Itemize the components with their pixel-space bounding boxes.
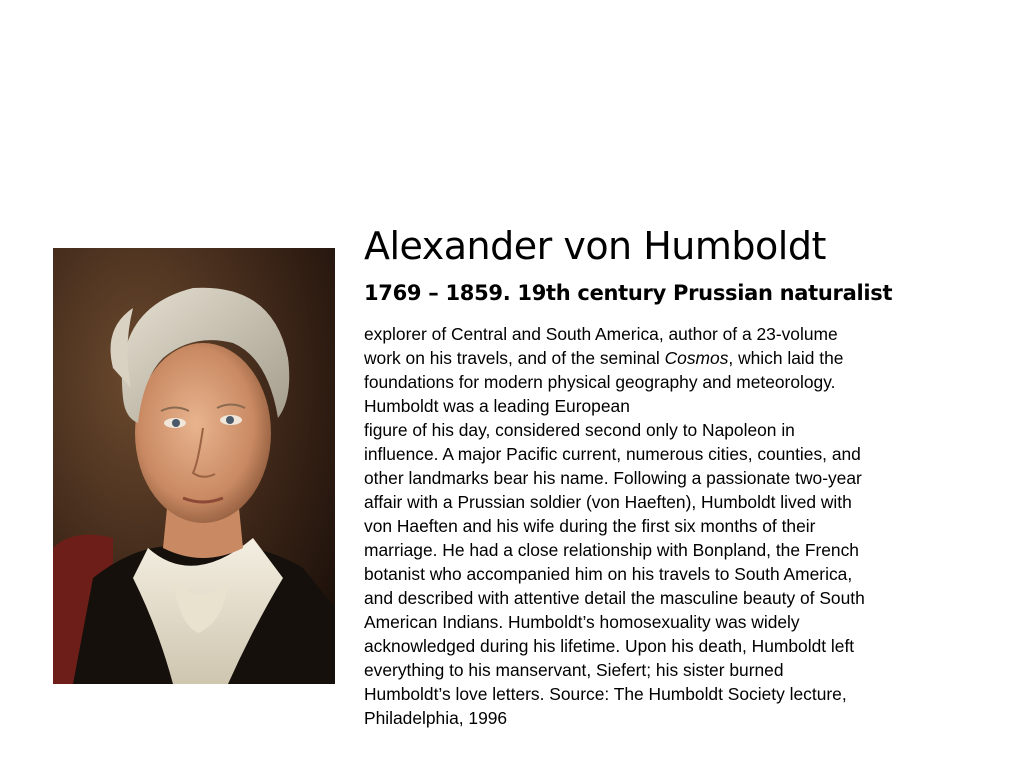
body-line: everything to his manservant, Siefert; his sister burned xyxy=(364,660,784,680)
body-line: foundations for modern physical geography and meteorology. xyxy=(364,372,836,392)
slide-subtitle: 1769 – 1859. 19th century Prussian naturalist xyxy=(364,281,893,305)
body-line: other landmarks bear his name. Following a passionate two-year xyxy=(364,468,862,488)
body-line: and described with attentive detail the masculine beauty of South xyxy=(364,588,865,608)
body-line: marriage. He had a close relationship with Bonpland, the French xyxy=(364,540,859,560)
body-line: Humboldt was a leading European xyxy=(364,396,630,416)
body-line xyxy=(364,346,954,370)
body-line: Philadelphia, 1996 xyxy=(364,708,508,728)
portrait-painting-icon xyxy=(53,248,335,684)
slide-body xyxy=(364,322,954,730)
body-line: von Haeften and his wife during the first six months of their xyxy=(364,516,816,536)
body-line: American Indians. Humboldt’s homosexuality was widely xyxy=(364,612,800,632)
body-line: botanist who accompanied him on his travels to South America, xyxy=(364,564,853,584)
book-title-cosmos: Cosmos xyxy=(664,348,729,368)
body-line: figure of his day, considered second only to Napoleon in xyxy=(364,420,795,440)
body-line: explorer of Central and South America, author of a 23-volume xyxy=(364,324,838,344)
body-line: affair with a Prussian soldier (von Haeften), Humboldt lived with xyxy=(364,492,852,512)
body-text-segment: work on his travels, and of the seminal xyxy=(364,348,665,368)
body-line: influence. A major Pacific current, numerous cities, counties, and xyxy=(364,444,861,464)
body-line: acknowledged during his lifetime. Upon his death, Humboldt left xyxy=(364,636,855,656)
slide-title: Alexander von Humboldt xyxy=(364,224,826,268)
body-text-segment: , which laid the xyxy=(728,348,844,368)
portrait-image xyxy=(53,248,335,684)
body-line: Humboldt’s love letters. Source: The Humboldt Society lecture, xyxy=(364,684,847,704)
